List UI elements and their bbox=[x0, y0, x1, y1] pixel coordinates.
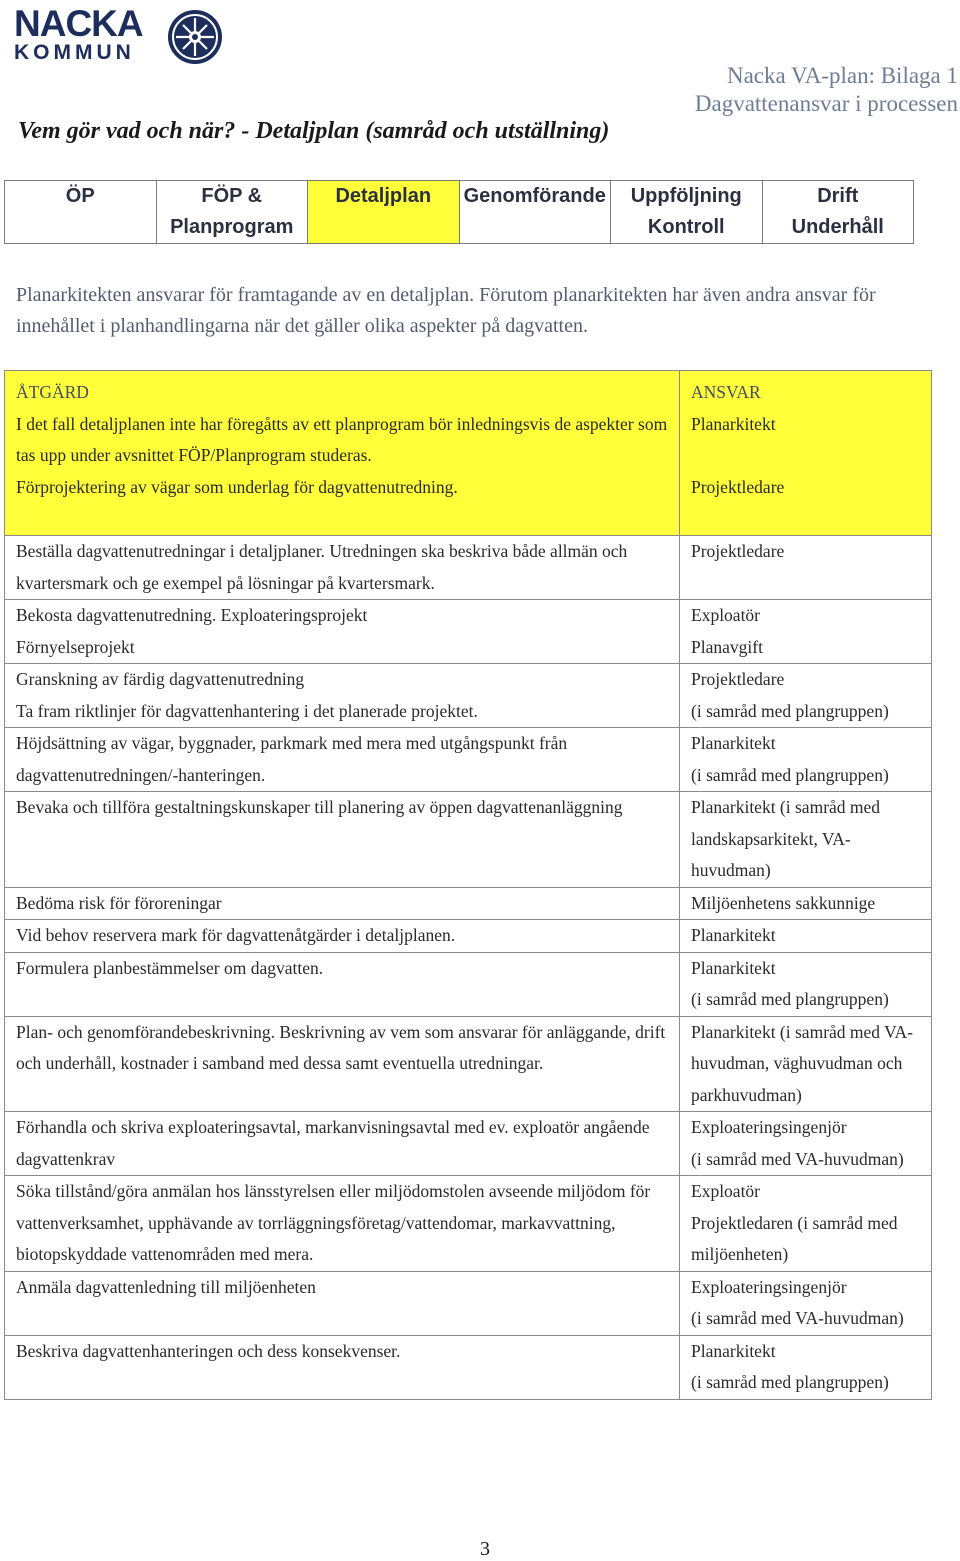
responsible-cell: Planarkitekt (i samråd med VA-huvudman, väghuvudman och parkhuvudman) bbox=[680, 1016, 932, 1112]
page-number: 3 bbox=[480, 1538, 490, 1560]
action-cell: Plan- och genomförandebeskrivning. Beskrivning av vem som ansvarar för anläggande, drift och underhåll, kostnader i samband med dessa samt eventuella utredningar. bbox=[5, 1016, 680, 1112]
intro-paragraph: Planarkitekten ansvarar för framtagande av en detaljplan. Förutom planarkitekten har även andra ansvar för innehållet i planhandlingarna när det gäller olika aspekter på dagvatten. bbox=[16, 284, 876, 337]
responsible-cell: Planarkitekt (i samråd med plangruppen) bbox=[680, 952, 932, 1016]
action-cell: Förhandla och skriva exploateringsavtal, markanvisningsavtal med ev. exploatör angående dagvattenkrav bbox=[5, 1112, 680, 1176]
table-row bbox=[5, 792, 932, 888]
logo-text bbox=[14, 3, 164, 64]
table-row bbox=[5, 1016, 932, 1112]
action-cell: Beställa dagvattenutredningar i detaljplaner. Utredningen ska beskriva både allmän och kvartersmark och ge exempel på lösningar på kvartersmark. bbox=[5, 536, 680, 600]
table-row bbox=[5, 728, 932, 792]
responsible-cell: Projektledare (i samråd med plangruppen) bbox=[680, 664, 932, 728]
table-row bbox=[5, 536, 932, 600]
table-row bbox=[5, 952, 932, 1016]
table-row bbox=[5, 920, 932, 953]
action-cell: Bevaka och tillföra gestaltningskunskaper till planering av öppen dagvattenanläggning bbox=[5, 792, 680, 888]
action-cell: Granskning av färdig dagvattenutredning Ta fram riktlinjer för dagvattenhantering i det planerade projektet. bbox=[5, 664, 680, 728]
table-row bbox=[5, 887, 932, 920]
responsible-cell: Exploateringsingenjör (i samråd med VA-huvudman) bbox=[680, 1271, 932, 1335]
action-cell: Söka tillstånd/göra anmälan hos länsstyrelsen eller miljödomstolen avseende miljödom för vattenverksamhet, upphävande av torrläggningsföretag/vattendomar, markavvattning, biotopskyddade vattenområden med mera. bbox=[5, 1176, 680, 1272]
action-cell: Bedöma risk för föroreningar bbox=[5, 887, 680, 920]
action-cell: Anmäla dagvattenledning till miljöenheten bbox=[5, 1271, 680, 1335]
table-row bbox=[5, 1271, 932, 1335]
action-cell: Beskriva dagvattenhanteringen och dess konsekvenser. bbox=[5, 1335, 680, 1399]
header-action-1: I det fall detaljplanen inte har föregåtts av ett planprogram bör inledningsvis de aspekter som tas upp under avsnittet FÖP/Planprogram studeras. bbox=[16, 413, 668, 465]
action-cell: Vid behov reservera mark för dagvattenåtgärder i detaljplanen. bbox=[5, 920, 680, 953]
phase-uppfoljning: Uppföljning Kontroll bbox=[611, 181, 763, 244]
logo-word-kommun: KOMMUN bbox=[14, 41, 135, 64]
column-header-ansvar: ANSVAR bbox=[691, 382, 761, 402]
header-responsible-1: Planarkitekt bbox=[691, 413, 776, 434]
responsibility-table bbox=[4, 370, 932, 1400]
table-row bbox=[5, 664, 932, 728]
logo-word-nacka: NACKA bbox=[14, 3, 143, 44]
header-responsible-cell bbox=[680, 371, 932, 536]
nacka-emblem-icon bbox=[166, 8, 224, 66]
action-cell: Bekosta dagvattenutredning. Exploateringsprojekt Förnyelseprojekt bbox=[5, 600, 680, 664]
header-action-cell bbox=[5, 371, 680, 536]
responsible-cell: Planarkitekt (i samråd med plangruppen) bbox=[680, 728, 932, 792]
responsible-cell: Planarkitekt (i samråd med landskapsarkitekt, VA-huvudman) bbox=[680, 792, 932, 888]
responsible-cell: Exploatör Planavgift bbox=[680, 600, 932, 664]
responsible-cell: Projektledare bbox=[680, 536, 932, 600]
table-header-row bbox=[5, 371, 932, 536]
phase-genomforande: Genomförande bbox=[459, 181, 611, 244]
header-responsible-2: Projektledare bbox=[691, 476, 785, 497]
document-header bbox=[695, 62, 958, 118]
phase-detaljplan: Detaljplan bbox=[308, 181, 460, 244]
responsible-cell: Miljöenhetens sakkunnige bbox=[680, 887, 932, 920]
logo bbox=[14, 3, 226, 68]
action-cell: Formulera planbestämmelser om dagvatten. bbox=[5, 952, 680, 1016]
phase-strip bbox=[4, 180, 914, 244]
table-row bbox=[5, 1176, 932, 1272]
phase-drift: Drift Underhåll bbox=[762, 181, 914, 244]
document-title: Nacka VA-plan: Bilaga 1 bbox=[726, 63, 958, 88]
table-row bbox=[5, 600, 932, 664]
responsible-cell: Exploatör Projektledaren (i samråd med miljöenheten) bbox=[680, 1176, 932, 1272]
responsible-cell: Planarkitekt (i samråd med plangruppen) bbox=[680, 1335, 932, 1399]
document-subtitle: Dagvattenansvar i processen bbox=[694, 91, 958, 116]
responsible-cell: Planarkitekt bbox=[680, 920, 932, 953]
phase-op: ÖP bbox=[5, 181, 157, 244]
column-header-atgard: ÅTGÄRD bbox=[16, 382, 89, 402]
responsible-cell: Exploateringsingenjör (i samråd med VA-huvudman) bbox=[680, 1112, 932, 1176]
phase-fop: FÖP & Planprogram bbox=[156, 181, 308, 244]
header-action-2: Förprojektering av vägar som underlag för dagvattenutredning. bbox=[16, 476, 458, 497]
action-cell: Höjdsättning av vägar, byggnader, parkmark med mera med utgångspunkt från dagvattenutredningen/-hanteringen. bbox=[5, 728, 680, 792]
table-row bbox=[5, 1335, 932, 1399]
section-heading: Vem gör vad och när? - Detaljplan (samråd och utställning) bbox=[18, 118, 610, 144]
table-row bbox=[5, 1112, 932, 1176]
